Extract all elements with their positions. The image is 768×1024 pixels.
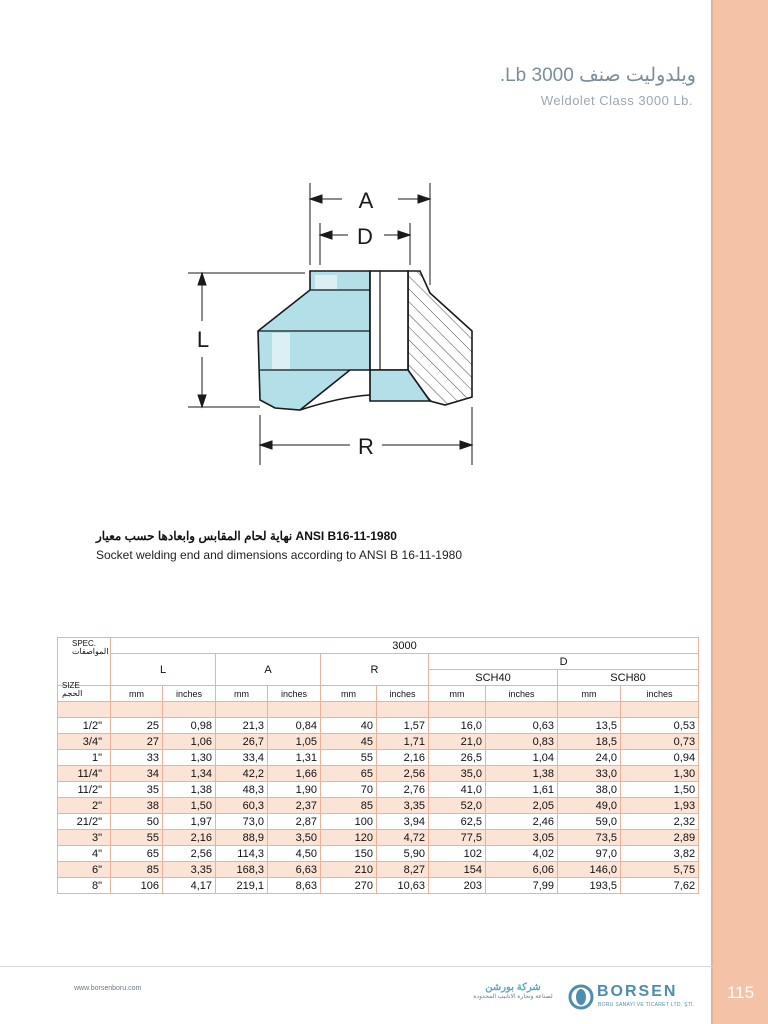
value-cell: 10,63 [377, 878, 429, 894]
value-cell: 50 [111, 814, 163, 830]
value-cell: 52,0 [429, 798, 486, 814]
size-cell: 6" [58, 862, 111, 878]
dimension-label-d: D [357, 224, 373, 249]
value-cell: 49,0 [558, 798, 621, 814]
value-cell: 114,3 [216, 846, 268, 862]
value-cell: 3,50 [268, 830, 321, 846]
col-header-a: A [216, 654, 321, 686]
value-cell: 73,5 [558, 830, 621, 846]
unit-mm: mm [111, 686, 163, 702]
spec-label-en: SPEC. [72, 639, 97, 648]
value-cell: 2,16 [377, 750, 429, 766]
footer-divider [0, 966, 713, 967]
value-cell: 48,3 [216, 782, 268, 798]
caption-arabic: نهاية لحام المقابس وابعادها حسب معيار ANSI B16-11-1980 [96, 529, 397, 543]
page-number: 115 [726, 983, 755, 1002]
value-cell: 1,31 [268, 750, 321, 766]
value-cell: 1,38 [486, 766, 558, 782]
value-cell: 5,90 [377, 846, 429, 862]
value-cell: 45 [321, 734, 377, 750]
value-cell: 146,0 [558, 862, 621, 878]
value-cell: 33,4 [216, 750, 268, 766]
value-cell: 1,30 [163, 750, 216, 766]
value-cell: 7,99 [486, 878, 558, 894]
value-cell: 1,90 [268, 782, 321, 798]
value-cell: 0,63 [486, 718, 558, 734]
table-row [58, 766, 699, 782]
value-cell: 85 [111, 862, 163, 878]
value-cell: 3,82 [621, 846, 699, 862]
value-cell: 3,05 [486, 830, 558, 846]
value-cell: 38,0 [558, 782, 621, 798]
value-cell: 2,87 [268, 814, 321, 830]
value-cell: 8,27 [377, 862, 429, 878]
value-cell: 1,57 [377, 718, 429, 734]
table-body [58, 718, 699, 894]
unit-mm: mm [321, 686, 377, 702]
value-cell: 154 [429, 862, 486, 878]
value-cell: 26,5 [429, 750, 486, 766]
value-cell: 1,06 [163, 734, 216, 750]
value-cell: 106 [111, 878, 163, 894]
value-cell: 34 [111, 766, 163, 782]
size-cell: 11/2" [58, 782, 111, 798]
value-cell: 1,04 [486, 750, 558, 766]
unit-inches: inches [377, 686, 429, 702]
unit-mm: mm [558, 686, 621, 702]
value-cell: 35,0 [429, 766, 486, 782]
value-cell: 73,0 [216, 814, 268, 830]
value-cell: 26,7 [216, 734, 268, 750]
table-row [58, 734, 699, 750]
unit-mm: mm [216, 686, 268, 702]
table-row [58, 862, 699, 878]
col-header-d: D [429, 654, 699, 670]
size-cell: 4" [58, 846, 111, 862]
footer-company-arabic [468, 982, 558, 1000]
value-cell: 2,76 [377, 782, 429, 798]
value-cell: 210 [321, 862, 377, 878]
value-cell: 3,94 [377, 814, 429, 830]
side-accent-divider [711, 0, 713, 1024]
value-cell: 21,3 [216, 718, 268, 734]
value-cell: 42,2 [216, 766, 268, 782]
value-cell: 1,30 [621, 766, 699, 782]
value-cell: 13,5 [558, 718, 621, 734]
size-cell: 21/2" [58, 814, 111, 830]
spec-label-ar: المواصفات [72, 647, 109, 656]
unit-inches: inches [486, 686, 558, 702]
value-cell: 102 [429, 846, 486, 862]
value-cell: 77,5 [429, 830, 486, 846]
value-cell: 2,46 [486, 814, 558, 830]
page-title-english: Weldolet Class 3000 Lb. [540, 93, 693, 108]
value-cell: 1,05 [268, 734, 321, 750]
value-cell: 3,35 [377, 798, 429, 814]
size-cell: 3/4" [58, 734, 111, 750]
weldolet-drawing [180, 175, 490, 475]
unit-mm: mm [429, 686, 486, 702]
value-cell: 0,94 [621, 750, 699, 766]
dimension-label-l: L [196, 327, 210, 352]
value-cell: 59,0 [558, 814, 621, 830]
value-cell: 270 [321, 878, 377, 894]
size-label-en: SIZE [62, 681, 80, 690]
size-cell: 11/4" [58, 766, 111, 782]
value-cell: 70 [321, 782, 377, 798]
value-cell: 55 [111, 830, 163, 846]
value-cell: 2,37 [268, 798, 321, 814]
value-cell: 62,5 [429, 814, 486, 830]
value-cell: 97,0 [558, 846, 621, 862]
unit-inches: inches [268, 686, 321, 702]
value-cell: 4,72 [377, 830, 429, 846]
col-header-r: R [321, 654, 429, 686]
value-cell: 1,71 [377, 734, 429, 750]
size-cell: 1" [58, 750, 111, 766]
unit-inches: inches [163, 686, 216, 702]
col-header-sch40: SCH40 [429, 670, 558, 686]
value-cell: 1,66 [268, 766, 321, 782]
value-cell: 16,0 [429, 718, 486, 734]
dimension-label-a: A [358, 188, 374, 213]
brand-subtitle: BORU SANAYİ VE TİCARET LTD. ŞTİ. [598, 1002, 695, 1008]
table-row [58, 830, 699, 846]
value-cell: 1,34 [163, 766, 216, 782]
value-cell: 5,75 [621, 862, 699, 878]
brand-name: BORSEN [597, 983, 678, 1000]
value-cell: 1,50 [163, 798, 216, 814]
unit-inches: inches [621, 686, 699, 702]
value-cell: 6,06 [486, 862, 558, 878]
side-accent-band [713, 0, 768, 1024]
value-cell: 18,5 [558, 734, 621, 750]
value-cell: 6,63 [268, 862, 321, 878]
page-title-arabic: ويلدوليت صنف 3000 Lb. [499, 65, 696, 86]
value-cell: 4,17 [163, 878, 216, 894]
value-cell: 40 [321, 718, 377, 734]
value-cell: 33,0 [558, 766, 621, 782]
value-cell: 1,97 [163, 814, 216, 830]
company-subtitle-arabic: لصناعة وتجارة الانابيب المحدودة [473, 994, 553, 1000]
value-cell: 33 [111, 750, 163, 766]
value-cell: 1,38 [163, 782, 216, 798]
size-cell: 2" [58, 798, 111, 814]
size-cell: 3" [58, 830, 111, 846]
units-row [58, 686, 699, 702]
value-cell: 65 [111, 846, 163, 862]
value-cell: 2,16 [163, 830, 216, 846]
caption-english: Socket welding end and dimensions according to ANSI B 16-11-1980 [96, 548, 463, 562]
value-cell: 1,61 [486, 782, 558, 798]
spacer-row [58, 702, 699, 718]
value-cell: 4,02 [486, 846, 558, 862]
value-cell: 38 [111, 798, 163, 814]
table-row [58, 718, 699, 734]
footer-website-link[interactable]: www.borsenboru.com [74, 985, 142, 992]
value-cell: 21,0 [429, 734, 486, 750]
value-cell: 0,53 [621, 718, 699, 734]
value-cell: 100 [321, 814, 377, 830]
value-cell: 85 [321, 798, 377, 814]
dimensions-table [57, 637, 699, 894]
value-cell: 2,05 [486, 798, 558, 814]
spec-size-header-cell [58, 638, 111, 698]
table-row [58, 782, 699, 798]
value-cell: 120 [321, 830, 377, 846]
table-row [58, 750, 699, 766]
value-cell: 3,35 [163, 862, 216, 878]
value-cell: 88,9 [216, 830, 268, 846]
size-label-ar: الحجم [62, 689, 83, 698]
value-cell: 65 [321, 766, 377, 782]
value-cell: 55 [321, 750, 377, 766]
value-cell: 203 [429, 878, 486, 894]
value-cell: 168,3 [216, 862, 268, 878]
value-cell: 25 [111, 718, 163, 734]
value-cell: 0,84 [268, 718, 321, 734]
dimension-label-r: R [358, 434, 374, 459]
value-cell: 219,1 [216, 878, 268, 894]
table-row [58, 878, 699, 894]
value-cell: 8,63 [268, 878, 321, 894]
size-cell: 8" [58, 878, 111, 894]
value-cell: 2,56 [377, 766, 429, 782]
value-cell: 0,83 [486, 734, 558, 750]
value-cell: 27 [111, 734, 163, 750]
value-cell: 0,73 [621, 734, 699, 750]
value-cell: 150 [321, 846, 377, 862]
value-cell: 0,98 [163, 718, 216, 734]
value-cell: 1,93 [621, 798, 699, 814]
value-cell: 7,62 [621, 878, 699, 894]
table-row [58, 814, 699, 830]
value-cell: 2,89 [621, 830, 699, 846]
value-cell: 2,56 [163, 846, 216, 862]
table-row [58, 798, 699, 814]
value-cell: 1,50 [621, 782, 699, 798]
value-cell: 60,3 [216, 798, 268, 814]
value-cell: 4,50 [268, 846, 321, 862]
value-cell: 41,0 [429, 782, 486, 798]
value-cell: 2,32 [621, 814, 699, 830]
value-cell: 193,5 [558, 878, 621, 894]
company-name-arabic: شركة بورشن [485, 982, 541, 993]
table-row [58, 846, 699, 862]
size-cell: 1/2" [58, 718, 111, 734]
class-header: 3000 [111, 638, 699, 654]
borsen-logo-icon [566, 982, 596, 1012]
value-cell: 24,0 [558, 750, 621, 766]
col-header-sch80: SCH80 [558, 670, 699, 686]
col-header-l: L [111, 654, 216, 686]
value-cell: 35 [111, 782, 163, 798]
